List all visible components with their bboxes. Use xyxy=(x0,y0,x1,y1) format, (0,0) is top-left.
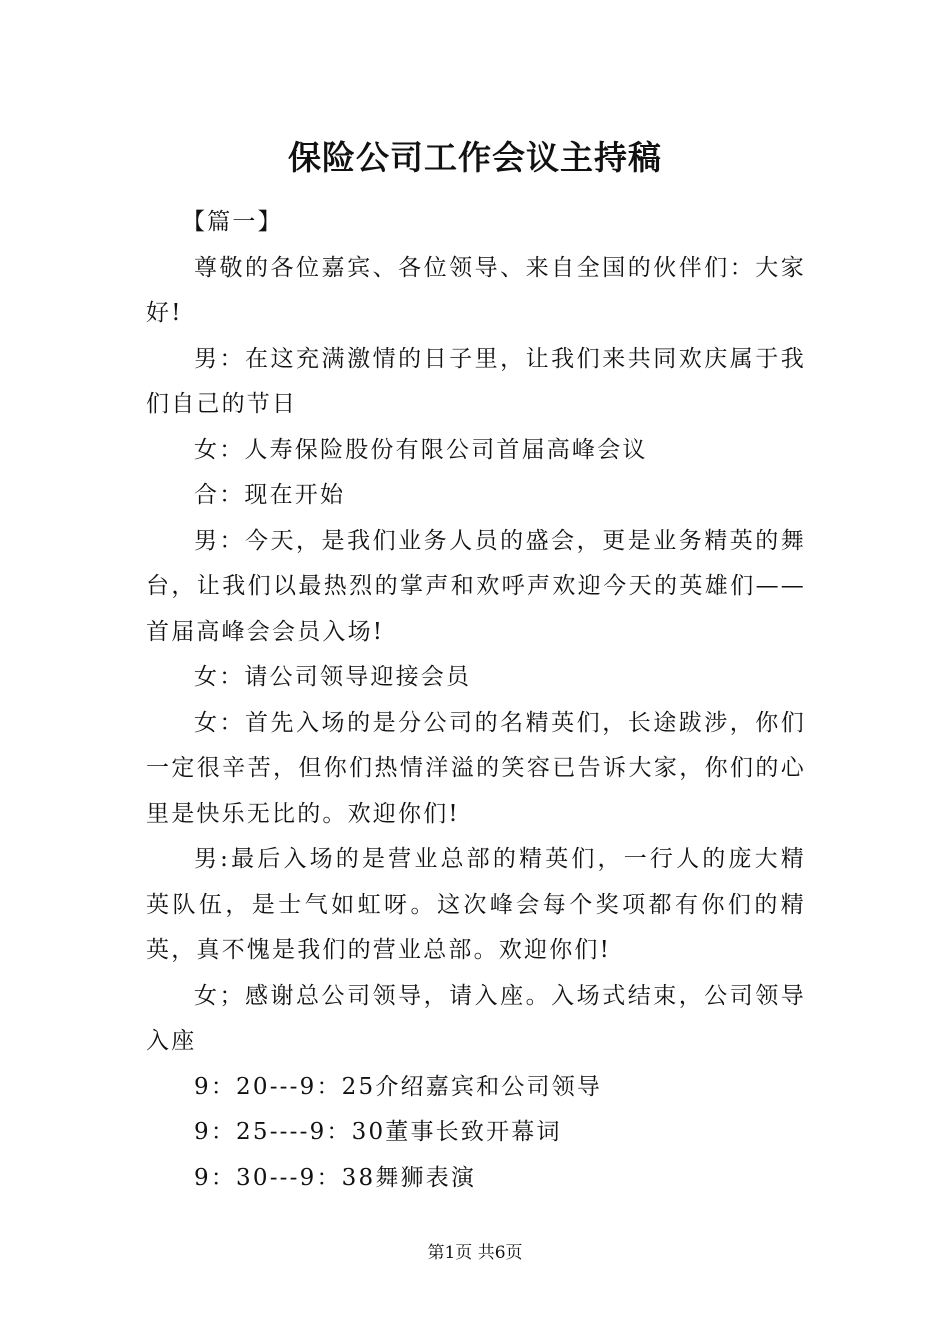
paragraph: 女：首先入场的是分公司的名精英们，长途跋涉，你们一定很辛苦，但你们热情洋溢的笑容已告诉大家，你们的心里是快乐无比的。欢迎你们! xyxy=(146,709,806,827)
schedule-item: 9：20---9：25介绍嘉宾和公司领导 xyxy=(194,1073,603,1100)
section-heading: 【篇一】 xyxy=(182,209,283,235)
schedule-item: 9：25----9：30董事长致开幕词 xyxy=(194,1119,562,1145)
paragraph: 合：现在开始 xyxy=(194,482,346,508)
page-number-footer: 第1页 共6页 xyxy=(427,1243,523,1263)
document-body xyxy=(146,200,806,1201)
document-title: 保险公司工作会议主持稿 xyxy=(288,138,662,177)
paragraph: 女；感谢总公司领导，请入座。入场式结束，公司领导入座 xyxy=(146,982,806,1054)
paragraph: 男:最后入场的是营业总部的精英们，一行人的庞大精英队伍，是士气如虹呀。这次峰会每个奖项都有你们的精英，真不愧是我们的营业总部。欢迎你们! xyxy=(146,846,806,963)
paragraph: 男：在这充满激情的日子里，让我们来共同欢庆属于我们自己的节日 xyxy=(146,345,806,417)
paragraph: 男：今天，是我们业务人员的盛会，更是业务精英的舞台，让我们以最热烈的掌声和欢呼声欢迎今天的英雄们——首届高峰会会员入场! xyxy=(146,527,806,645)
paragraph-greeting: 尊敬的各位嘉宾、各位领导、来自全国的伙伴们：大家好! xyxy=(146,254,806,326)
paragraph: 女：人寿保险股份有限公司首届高峰会议 xyxy=(194,436,648,463)
paragraph: 女：请公司领导迎接会员 xyxy=(194,664,472,690)
schedule-item: 9：30---9：38舞狮表演 xyxy=(194,1164,477,1191)
